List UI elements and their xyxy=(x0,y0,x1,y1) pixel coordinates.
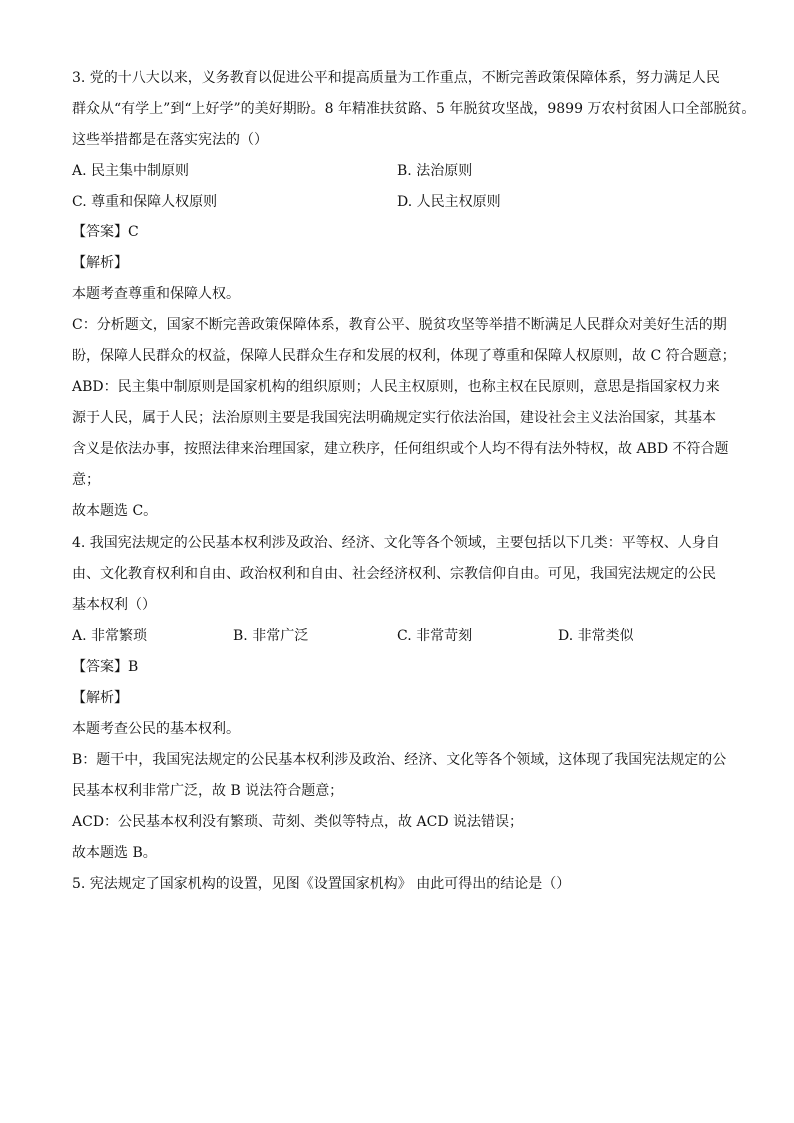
q3-option-a: A. 民主集中制原则 xyxy=(72,163,190,179)
q3-analysis-line-5: 源于人民，属于人民；法治原则主要是我国宪法明确规定实行依法治国，建设社会主义法治国家，其基本 xyxy=(72,410,716,426)
q5-stem: 5. 宪法规定了国家机构的设置，见图《设置国家机构》 由此可得出的结论是（） xyxy=(72,876,571,892)
q4-analysis-line-2: B：题干中，我国宪法规定的公民基本权利涉及政治、经济、文化等各个领域，这体现了我国宪法规定的公 xyxy=(72,752,727,768)
q3-stem-line-2: 群众从“有学上”到“上好学”的美好期盼。8 年精准扶贫路、5 年脱贫攻坚战，9899 万农村贫困人口全部脱贫。 xyxy=(72,101,756,117)
q4-option-b: B. 非常广泛 xyxy=(233,628,309,644)
q3-analysis-line-4: ABD：民主集中制原则是国家机构的组织原则；人民主权原则，也称主权在民原则，意思是指国家权力来 xyxy=(72,379,720,395)
q3-option-c: C. 尊重和保障人权原则 xyxy=(72,194,218,210)
q4-stem-line-3: 基本权利（） xyxy=(72,597,156,613)
q3-stem-line-1: 3. 党的十八大以来，义务教育以促进公平和提高质量为工作重点，不断完善政策保障体系，努力满足人民 xyxy=(72,70,720,86)
q4-analysis-line-1: 本题考查公民的基本权利。 xyxy=(72,721,240,737)
q4-option-a: A. 非常繁琐 xyxy=(72,628,148,644)
q3-answer: 【答案】C xyxy=(72,224,139,240)
q3-analysis-line-3: 盼，保障人民群众的权益，保障人民群众生存和发展的权利，体现了尊重和保障人权原则，故 C 符合题意； xyxy=(72,348,736,364)
q4-stem-line-1: 4. 我国宪法规定的公民基本权利涉及政治、经济、文化等各个领域，主要包括以下几类：平等权、人身自 xyxy=(72,535,720,551)
q3-option-d: D. 人民主权原则 xyxy=(397,194,501,210)
q4-conclusion: 故本题选 B。 xyxy=(72,845,157,861)
q4-answer: 【答案】B xyxy=(72,659,139,675)
q4-analysis-label: 【解析】 xyxy=(72,690,128,706)
q3-conclusion: 故本题选 C。 xyxy=(72,503,158,519)
q3-analysis-line-1: 本题考查尊重和保障人权。 xyxy=(72,286,240,302)
q3-option-b: B. 法治原则 xyxy=(397,163,473,179)
q4-option-d: D. 非常类似 xyxy=(558,628,634,644)
q4-analysis-line-4: ACD：公民基本权利没有繁琐、苛刻、类似等特点，故 ACD 说法错误； xyxy=(72,814,523,830)
q3-analysis-line-2: C：分析题文，国家不断完善政策保障体系，教育公平、脱贫攻坚等举措不断满足人民群众对美好生活的期 xyxy=(72,317,727,333)
q3-analysis-line-6: 含义是依法办事，按照法律来治理国家，建立秩序，任何组织或个人均不得有法外特权，故 ABD 不符合题 xyxy=(72,441,729,457)
q3-analysis-line-7: 意； xyxy=(72,472,100,488)
q3-stem-line-3: 这些举措都是在落实宪法的（） xyxy=(72,132,268,148)
q4-option-c: C. 非常苛刻 xyxy=(397,628,473,644)
q3-analysis-label: 【解析】 xyxy=(72,255,128,271)
q4-stem-line-2: 由、文化教育权利和自由、政治权利和自由、社会经济权利、宗教信仰自由。可见，我国宪法规定的公民 xyxy=(72,566,716,582)
q4-analysis-line-3: 民基本权利非常广泛，故 B 说法符合题意； xyxy=(72,783,344,799)
